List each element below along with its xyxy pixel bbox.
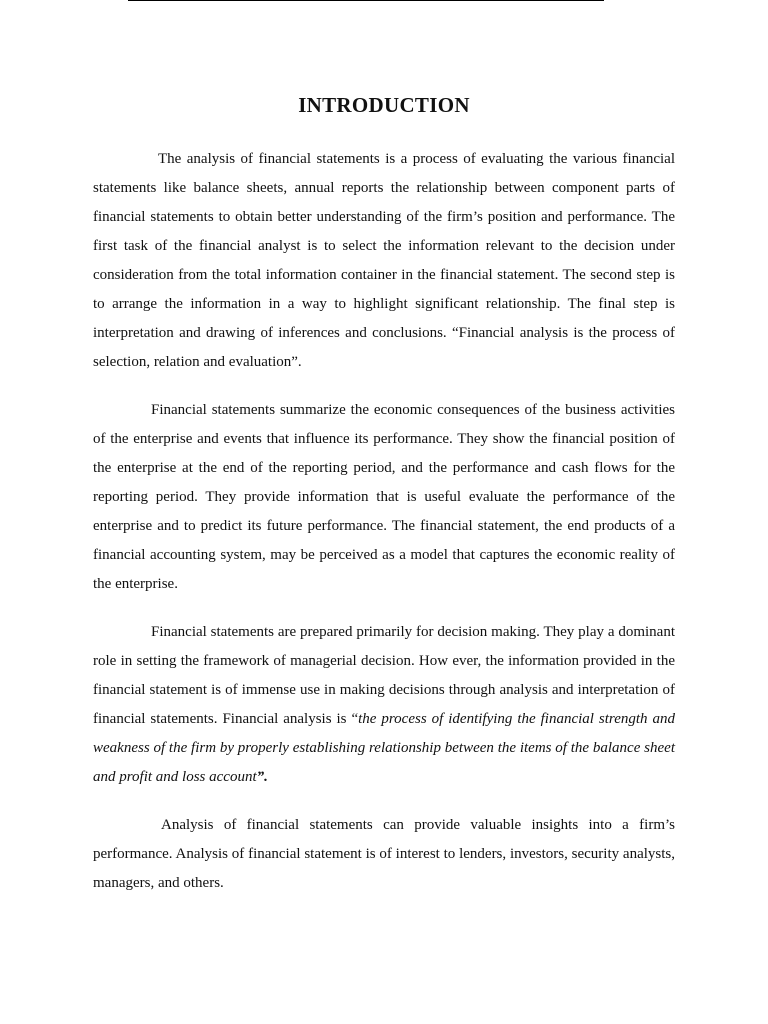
page-title: INTRODUCTION: [298, 93, 470, 117]
paragraph-4: Analysis of financial statements can provide valuable insights into a firm’s performance. Analysis of financial statement is of interest to lenders, investors, security analysts, managers, and others.: [93, 817, 675, 891]
paragraph-1: The analysis of financial statements is a process of evaluating the various financial statements like balance sheets, annual reports the relationship between component parts of financial statements to obtain better understanding of the firm’s position and performance. The first task of the financial analyst is to select the information relevant to the decision under consideration from the total information container in the financial statement. The second step is to arrange the information in a way to highlight significant relationship. The final step is interpretation and drawing of inferences and conclusions. “Financial analysis is the process of selection, relation and evaluation”.: [93, 151, 675, 370]
top-divider-line: [128, 0, 604, 1]
paragraph-3-quote: the process of identifying the financial strength and weakness of the firm by properly establishing relationship between the items of the balance sheet and profit and loss account: [93, 711, 675, 785]
paragraph-3-text: Financial statements are prepared primarily for decision making. They play a dominant role in setting the framework of managerial decision. How ever, the information provided in the financial statement is of immense use in making decisions through analysis and interpretation of financial statements. Financial analysis is “: [93, 624, 675, 727]
paragraph-3: [93, 618, 675, 792]
paragraph-3-quote-end: ”.: [256, 769, 268, 785]
document-body: [93, 145, 675, 898]
paragraph-2: Financial statements summarize the economic consequences of the business activities of the enterprise and events that influence its performance. They show the financial position of the enterprise at the end of the reporting period, and the performance and cash flows for the reporting period. They provide information that is useful evaluate the performance of the enterprise and to predict its future performance. The financial statement, the end products of a financial accounting system, may be perceived as a model that captures the economic reality of the enterprise.: [93, 402, 675, 592]
